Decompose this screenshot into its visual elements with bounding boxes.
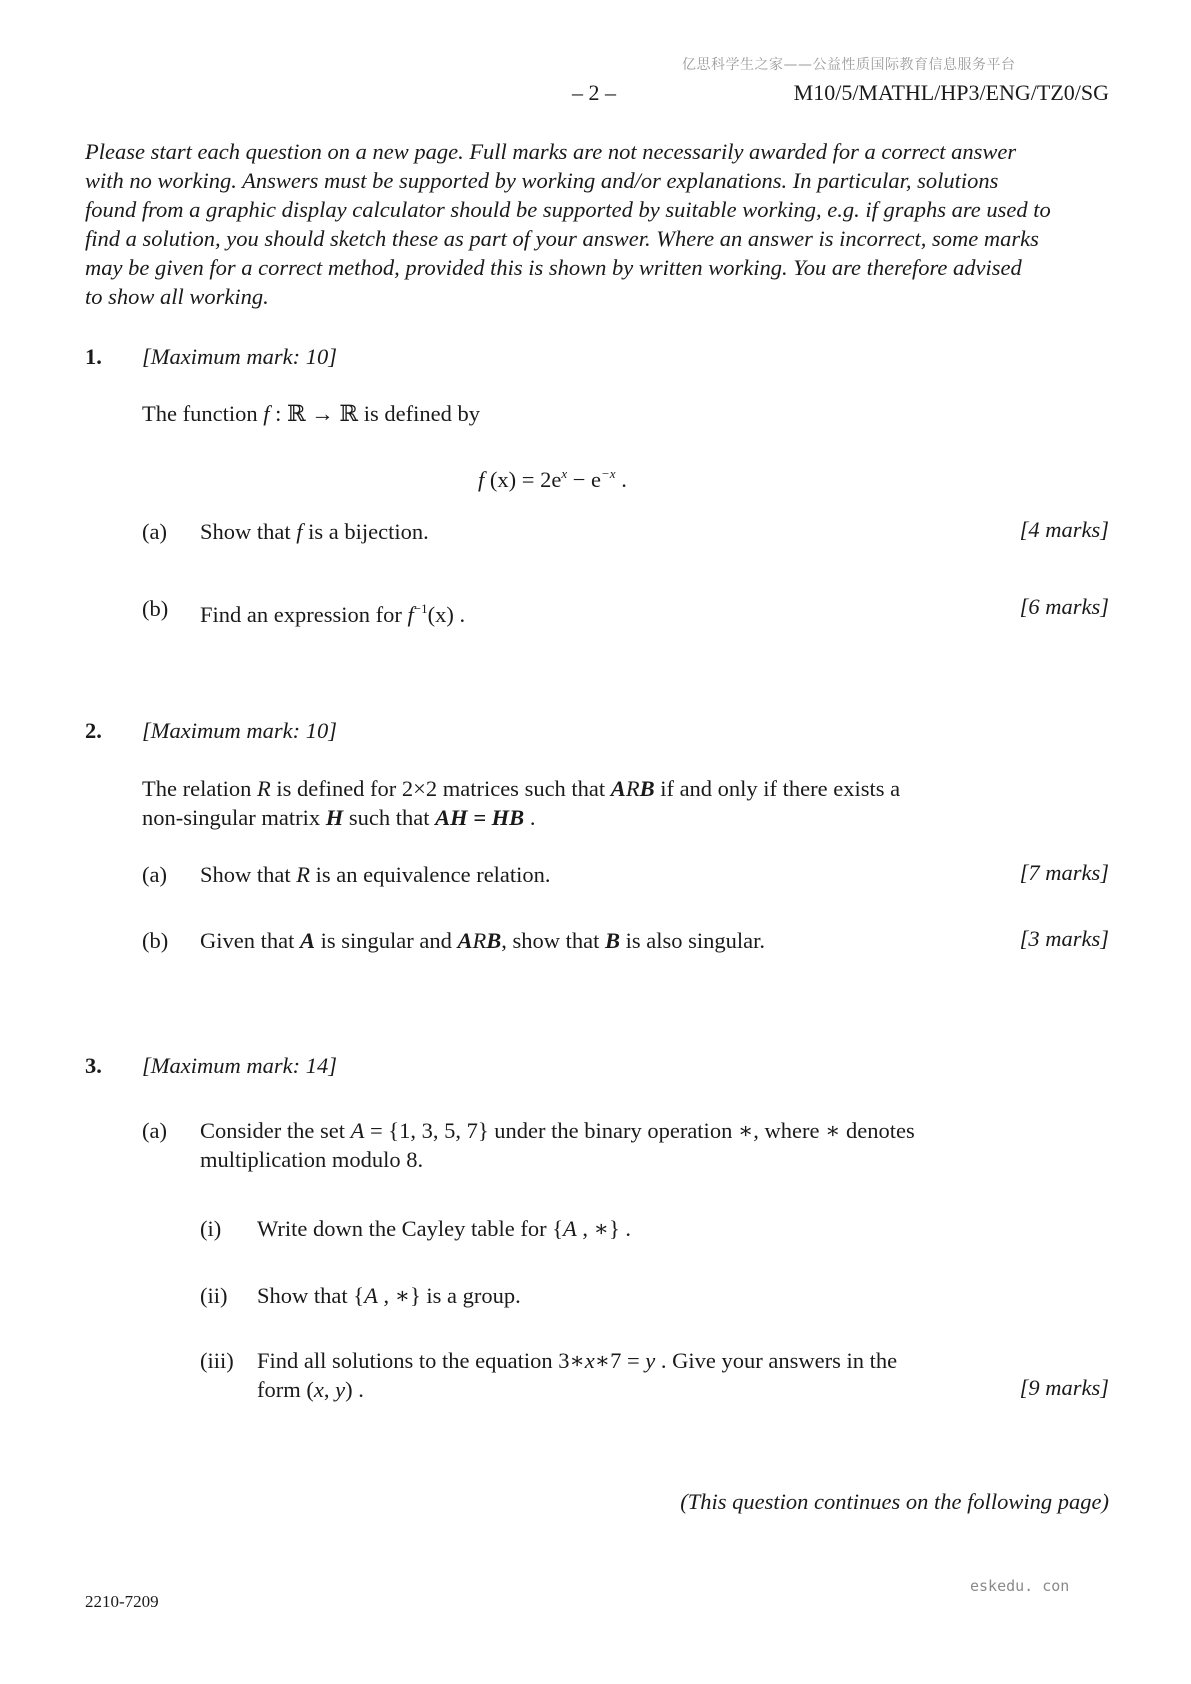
q2-part-a-text — [200, 860, 551, 889]
q1-stem-map: : ℝ → ℝ — [269, 401, 364, 426]
q3-sub-i-label: (i) — [200, 1216, 222, 1241]
q3iii-l2-pre: form ( — [257, 1377, 314, 1402]
q1-formula-mid2: − e — [567, 467, 602, 492]
q1-formula-f: f — [478, 467, 485, 492]
q3iii-l2-post: ) . — [345, 1377, 364, 1402]
q1-formula-sup2: −x — [601, 466, 616, 481]
q2-part-a-label: (a) — [142, 862, 167, 887]
q2-part-b-label: (b) — [142, 928, 169, 953]
q1a-pre: Show that — [200, 519, 297, 544]
q2b-mid: is singular and — [315, 928, 458, 953]
instructions-line: find a solution, you should sketch these as part of your answer. Where an answer is incorrect, some marks — [85, 226, 1039, 251]
q1-part-b-marks: [6 marks] — [1019, 594, 1109, 619]
q3-part-a-line2: multiplication modulo 8. — [200, 1147, 424, 1172]
q1a-f: f — [296, 519, 303, 544]
q2-l2-eq: AH = HB — [435, 805, 525, 830]
q1-part-a-label: (a) — [142, 519, 167, 544]
q3-number: 3. — [85, 1053, 102, 1078]
q1b-f: f — [407, 602, 414, 627]
q2-part-a-marks: [7 marks] — [1019, 860, 1109, 885]
q3a-A: A — [350, 1118, 365, 1143]
q2-stem-line2 — [142, 803, 535, 832]
q2-l1-B: B — [639, 776, 655, 801]
q3ii-post: , ∗} is a group. — [377, 1283, 521, 1308]
q2-stem-line1 — [142, 774, 900, 803]
q3iii-mid: ∗7 = — [594, 1348, 646, 1373]
q1-stem — [142, 399, 480, 428]
continue-note: (This question continues on the following page) — [680, 1489, 1109, 1514]
page-number: – 2 – — [572, 80, 616, 105]
q1-formula — [478, 459, 627, 494]
q2b-B: B — [486, 928, 502, 953]
q2-l2-post: . — [524, 805, 536, 830]
q3-part-a-label: (a) — [142, 1118, 167, 1143]
instructions-line: found from a graphic display calculator should be supported by suitable working, e.g. if graphs are used to — [85, 197, 1051, 222]
q3-sub-i-text — [257, 1214, 631, 1243]
q1-stem-post: is defined by — [363, 401, 480, 426]
q3-sub-iii-label: (iii) — [200, 1348, 234, 1373]
q3iii-pre: Find all solutions to the equation 3∗ — [257, 1348, 585, 1373]
q3ii-A: A — [364, 1283, 378, 1308]
instructions-line: may be given for a correct method, provided this is shown by written working. You are therefore advised — [85, 255, 1022, 280]
q2b-B2: B — [605, 928, 621, 953]
q2b-R: R — [472, 928, 487, 953]
q2-number: 2. — [85, 718, 102, 743]
q1b-pre: Find an expression for — [200, 602, 408, 627]
q2-l1-mid: is defined for 2×2 matrices such that — [270, 776, 611, 801]
q2-l1-R2: R — [625, 776, 640, 801]
q2b-A: A — [299, 928, 315, 953]
q3-max-mark: [Maximum mark: 14] — [142, 1053, 337, 1078]
paper-code: M10/5/MATHL/HP3/ENG/TZ0/SG — [793, 80, 1109, 105]
q2-part-b-marks: [3 marks] — [1019, 926, 1109, 951]
q1-part-b-text — [200, 594, 465, 629]
q2-l1-R: R — [256, 776, 271, 801]
instructions — [85, 137, 1110, 311]
q1-part-a-text — [200, 517, 429, 546]
q2-l2-H: H — [325, 805, 344, 830]
q3-sub-ii-text — [257, 1281, 521, 1310]
q1-part-a-marks: [4 marks] — [1019, 517, 1109, 542]
q3a-pre: Consider the set — [200, 1118, 351, 1143]
q1-stem-pre: The function — [142, 401, 264, 426]
q1-formula-end: . — [615, 467, 627, 492]
instructions-line: to show all working. — [85, 284, 269, 309]
q2a-pre: Show that — [200, 862, 297, 887]
q3-sub-iii-line2 — [257, 1375, 364, 1404]
q3iii-x2: x — [313, 1377, 324, 1402]
q2b-A2: A — [457, 928, 473, 953]
q3i-post: , ∗} . — [576, 1216, 632, 1241]
q3iii-l2-mid: , — [323, 1377, 336, 1402]
q2-part-b-text — [200, 926, 765, 955]
q1-part-b-label: (b) — [142, 596, 169, 621]
q3-marks: [9 marks] — [1019, 1375, 1109, 1400]
q1-max-mark: [Maximum mark: 10] — [142, 344, 337, 369]
q2-l2-pre: non-singular matrix — [142, 805, 326, 830]
q3iii-y: y — [645, 1348, 656, 1373]
q2-l1-A: A — [610, 776, 626, 801]
q1a-post: is a bijection. — [302, 519, 429, 544]
q3-sub-iii-line1 — [257, 1346, 897, 1375]
q3i-pre: Write down the Cayley table for { — [257, 1216, 564, 1241]
q2a-R: R — [296, 862, 311, 887]
q3-sub-ii-label: (ii) — [200, 1283, 228, 1308]
q3ii-pre: Show that { — [257, 1283, 365, 1308]
instructions-line: with no working. Answers must be supported by working and/or explanations. In particular, solutions — [85, 168, 999, 193]
q2-max-mark: [Maximum mark: 10] — [142, 718, 337, 743]
q1-formula-sup1: x — [561, 466, 568, 481]
footer-code: 2210-7209 — [85, 1592, 159, 1611]
footer-watermark: eskedu. con — [970, 1577, 1070, 1595]
header-watermark: 亿思科学生之家——公益性质国际教育信息服务平台 — [682, 57, 1016, 73]
q1-formula-mid: (x) = 2e — [484, 467, 562, 492]
instructions-line: Please start each question on a new page. Full marks are not necessarily awarded for a correct answer — [85, 139, 1017, 164]
q1-number: 1. — [85, 344, 102, 369]
q3a-set: = {1, 3, 5, 7} under the binary operation ∗, where ∗ denotes — [364, 1118, 915, 1143]
q3iii-y2: y — [335, 1377, 346, 1402]
q2-l1-post: if and only if there exists a — [654, 776, 901, 801]
q3i-A: A — [563, 1216, 577, 1241]
q2b-post: is also singular. — [620, 928, 766, 953]
q3iii-x: x — [584, 1348, 595, 1373]
q2b-mid2: , show that — [501, 928, 606, 953]
q1b-sup: −1 — [413, 601, 428, 616]
q3iii-post: . Give your answers in the — [655, 1348, 898, 1373]
q1b-post: (x) . — [427, 602, 466, 627]
q1-stem-f: f — [263, 401, 270, 426]
q2b-pre: Given that — [200, 928, 300, 953]
q2-l1-pre: The relation — [142, 776, 257, 801]
q2a-post: is an equivalence relation. — [310, 862, 551, 887]
q2-l2-mid: such that — [343, 805, 436, 830]
q3-part-a-line1 — [200, 1116, 915, 1145]
